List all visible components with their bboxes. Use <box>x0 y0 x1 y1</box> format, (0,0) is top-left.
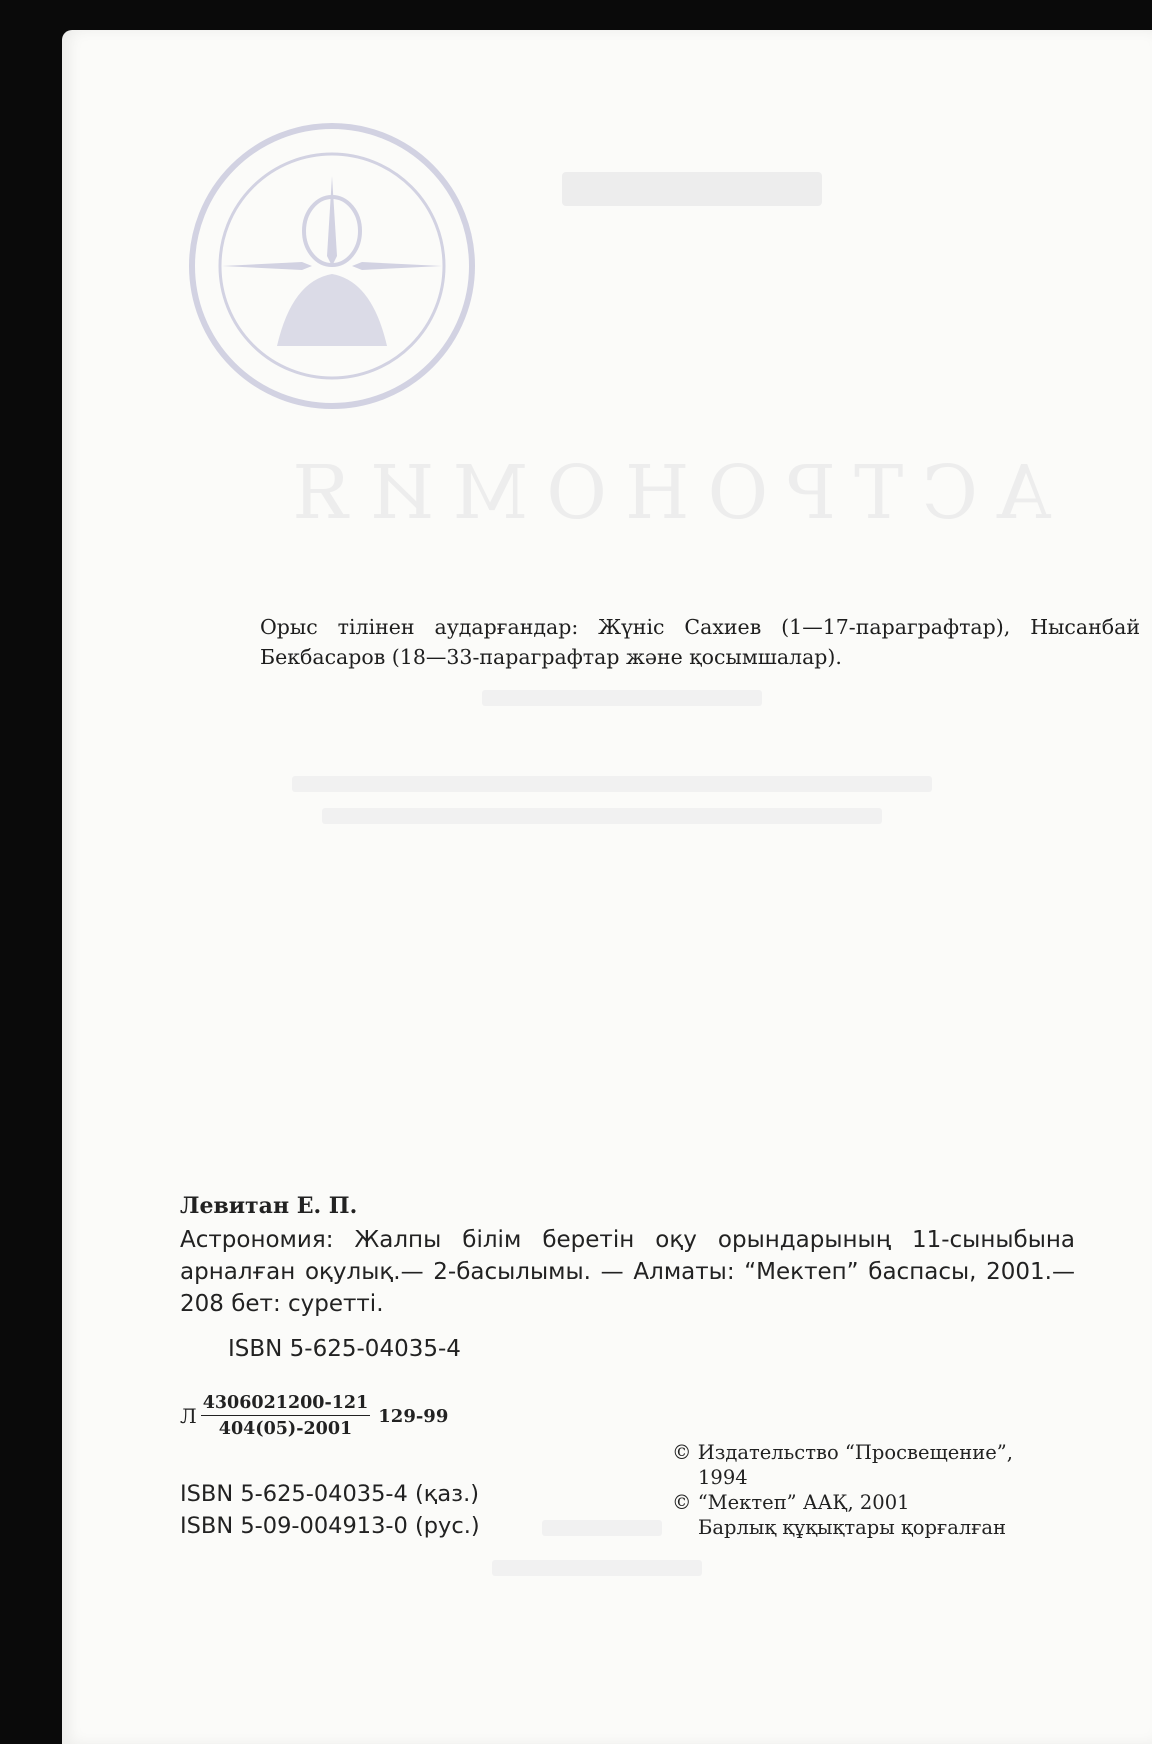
bleed-through-line <box>292 776 932 792</box>
library-stamp-icon <box>182 116 482 416</box>
rights-reserved: Барлық құқықтары қорғалған <box>698 1516 1007 1539</box>
classification-denominator: 404(05)-2001 <box>218 1419 353 1439</box>
isbn-list <box>180 1478 480 1542</box>
classification-code <box>180 1393 448 1439</box>
isbn-main: ISBN 5-625-04035-4 <box>228 1336 461 1362</box>
bleed-through-line <box>492 1560 702 1576</box>
author-name: Левитан Е. П. <box>180 1193 358 1219</box>
copyright-block <box>672 1440 1013 1540</box>
isbn-kazakh: ISBN 5-625-04035-4 (қаз.) <box>180 1481 480 1507</box>
copyright-year-1: 1994 <box>698 1466 748 1489</box>
bleed-through-line <box>482 690 762 706</box>
bleed-through-title: АСТРОНОМИЯ <box>274 450 1052 536</box>
book-description: Астрономия: Жалпы білім беретін оқу орындарының 11-сыныбына арналған оқулық.— 2-басылымы. — Алматы: “Мектеп” баспасы, 2001.— 208 бет: суретті. <box>180 1227 1075 1317</box>
copyright-line-2: © “Мектеп” ААҚ, 2001 <box>672 1491 910 1514</box>
copyright-line-1: © Издательство “Просвещение”, <box>672 1441 1013 1464</box>
classification-number: 129-99 <box>378 1405 449 1427</box>
bleed-through-author <box>562 172 822 206</box>
classification-letter: Л <box>180 1404 197 1428</box>
bleed-through-line <box>542 1520 662 1536</box>
classification-numerator: 4306021200-121 <box>201 1393 371 1416</box>
bibliographic-record <box>180 1190 1080 1320</box>
bleed-through-line <box>322 808 882 824</box>
translators-note: Орыс тілінен аударғандар: Жүніс Сахиев (1—17-параграфтар), Нысанбай Бекбасаров (18—33-параграфтар және қосымшалар). <box>260 615 1140 669</box>
classification-fraction <box>201 1393 371 1439</box>
isbn-russian: ISBN 5-09-004913-0 (рус.) <box>180 1513 480 1539</box>
